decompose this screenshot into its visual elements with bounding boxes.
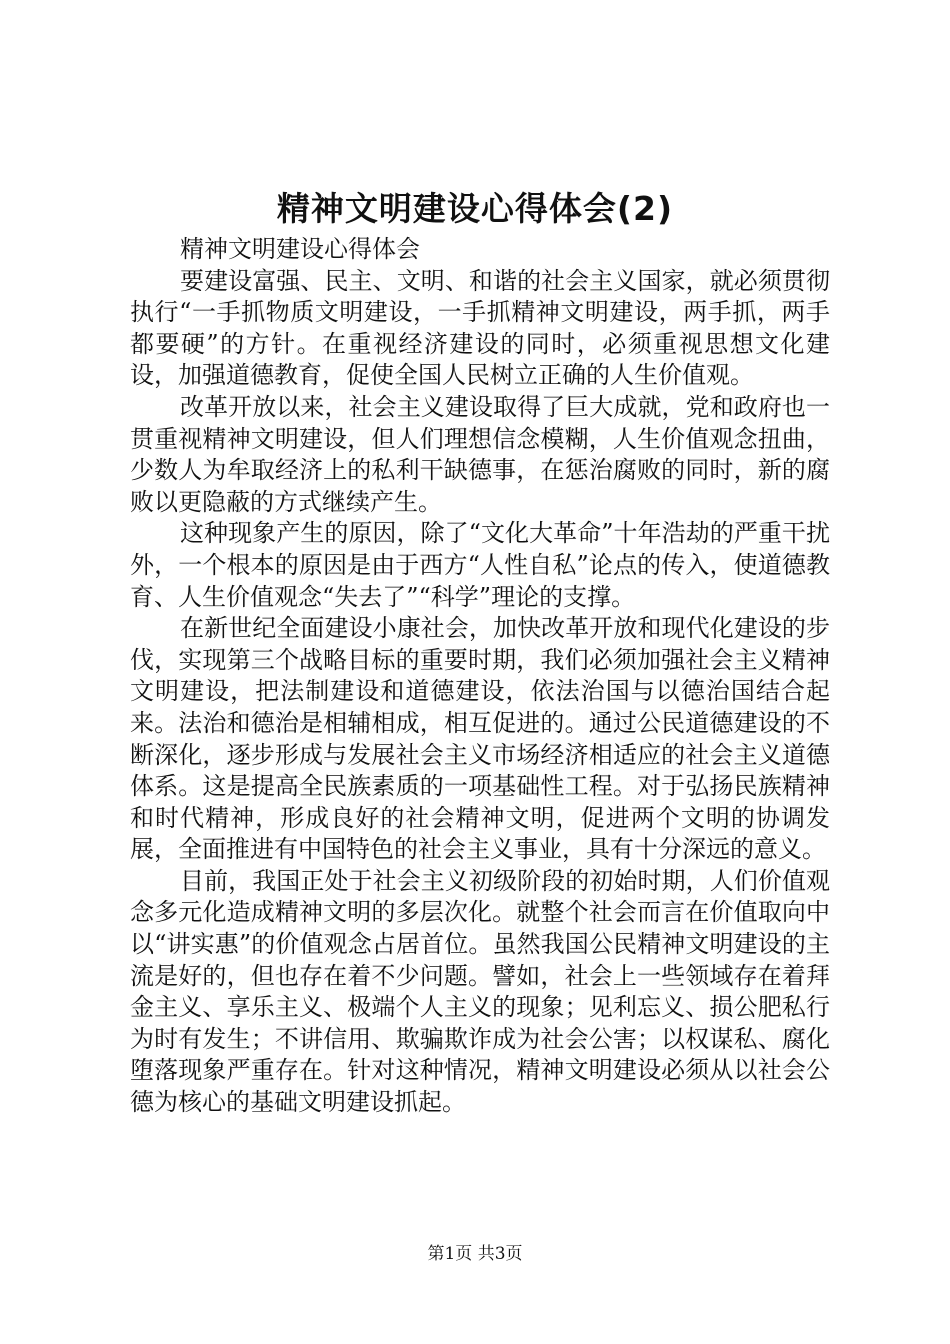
page-number-footer: 第1页 共3页 xyxy=(427,1244,523,1264)
paragraph: 在新世纪全面建设小康社会，加快改革开放和现代化建设的步伐，实现第三个战略目标的重要时期，我们必须加强社会主义精神文明建设，把法制建设和道德建设，依法治国与以德治国结合起来。法治和德治是相辅相成，相互促进的。通过公民道德建设的不断深化，逐步形成与发展社会主义市场经济相适应的社会主义道德体系。这是提高全民族素质的一项基础性工程。对于弘扬民族精神和时代精神，形成良好的社会精神文明，促进两个文明的协调发展，全面推进有中国特色的社会主义事业，具有十分深远的意义。 xyxy=(130,614,830,864)
document-title: 精神文明建设心得体会(2) xyxy=(276,189,674,228)
paragraph: 改革开放以来，社会主义建设取得了巨大成就，党和政府也一贯重视精神文明建设，但人们理想信念模糊，人生价值观念扭曲，少数人为牟取经济上的私利干缺德事，在惩治腐败的同时，新的腐败以更隐蔽的方式继续产生。 xyxy=(130,392,830,516)
paragraph: 要建设富强、民主、文明、和谐的社会主义国家，就必须贯彻执行“一手抓物质文明建设，一手抓精神文明建设，两手抓，两手都要硬”的方针。在重视经济建设的同时，必须重视思想文化建设，加强道德教育，促使全国人民树立正确的人生价值观。 xyxy=(130,266,830,390)
paragraph: 目前，我国正处于社会主义初级阶段的初始时期，人们价值观念多元化造成精神文明的多层次化。就整个社会而言在价值取向中以“讲实惠”的价值观念占居首位。虽然我国公民精神文明建设的主流是好的，但也存在着不少问题。譬如，社会上一些领域存在着拜金主义、享乐主义、极端个人主义的现象；见利忘义、损公肥私行为时有发生；不讲信用、欺骗欺诈成为社会公害；以权谋私、腐化堕落现象严重存在。针对这种情况，精神文明建设必须从以社会公德为核心的基础文明建设抓起。 xyxy=(130,866,830,1117)
paragraph-subtitle: 精神文明建设心得体会 xyxy=(180,235,420,263)
document-body xyxy=(130,234,830,1119)
paragraph: 这种现象产生的原因，除了“文化大革命”十年浩劫的严重干扰外，一个根本的原因是由于西方“人性自私”论点的传入，使道德教育、人生价值观念“失去了”“科学”理论的支撑。 xyxy=(130,519,830,611)
